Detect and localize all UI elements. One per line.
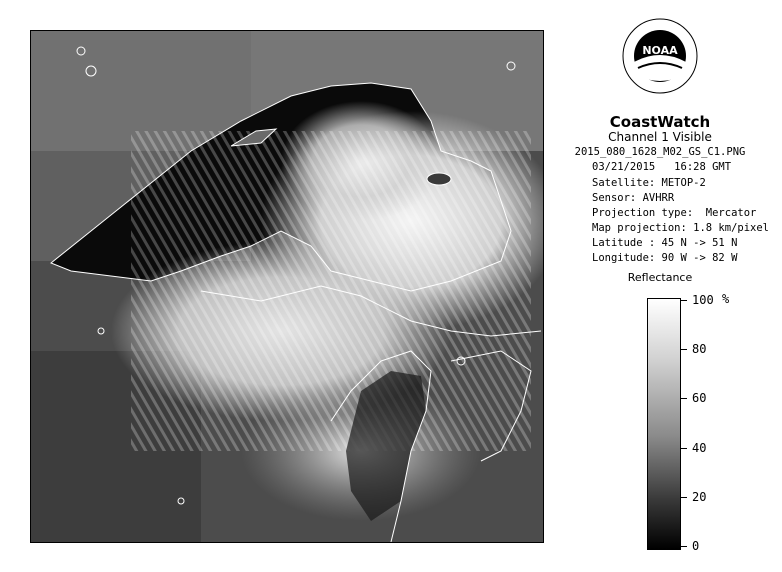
logo-center-text: NOAA	[642, 44, 678, 57]
sensor-info: Sensor: AVHRR	[592, 192, 675, 204]
colorbar-tick	[681, 448, 687, 449]
cloud-streaks	[131, 131, 531, 451]
satellite-info: Satellite: METOP-2	[592, 177, 706, 189]
colorbar-tick-label: 0	[692, 539, 700, 553]
colorbar-tick-label: 60	[692, 391, 707, 405]
colorbar-tick	[681, 398, 687, 399]
filename: 2015_080_1628_M02_GS_C1.PNG	[574, 146, 746, 158]
datetime: 03/21/2015 16:28 GMT	[592, 161, 732, 173]
colorbar-tick	[681, 546, 687, 547]
colorbar-unit: %	[722, 292, 730, 306]
channel-label: Channel 1 Visible	[608, 130, 712, 144]
noaa-logo	[622, 18, 698, 94]
latitude-range: Latitude : 45 N -> 51 N	[592, 237, 738, 249]
colorbar-tick	[681, 300, 687, 301]
satellite-image	[30, 30, 544, 543]
product-title: CoastWatch	[609, 113, 711, 131]
colorbar-tick	[681, 349, 687, 350]
longitude-range: Longitude: 90 W -> 82 W	[592, 252, 738, 264]
projection-type: Projection type: Mercator	[592, 207, 757, 219]
colorbar-tick	[681, 497, 687, 498]
colorbar-tick-label: 80	[692, 342, 707, 356]
colorbar-tick-label: 40	[692, 441, 707, 455]
colorbar-title: Reflectance	[627, 271, 693, 284]
colorbar-tick-label: 100	[692, 293, 714, 307]
map-projection: Map projection: 1.8 km/pixel	[592, 222, 770, 234]
caribou-island	[427, 173, 451, 185]
colorbar	[647, 298, 681, 550]
colorbar-tick-label: 20	[692, 490, 707, 504]
